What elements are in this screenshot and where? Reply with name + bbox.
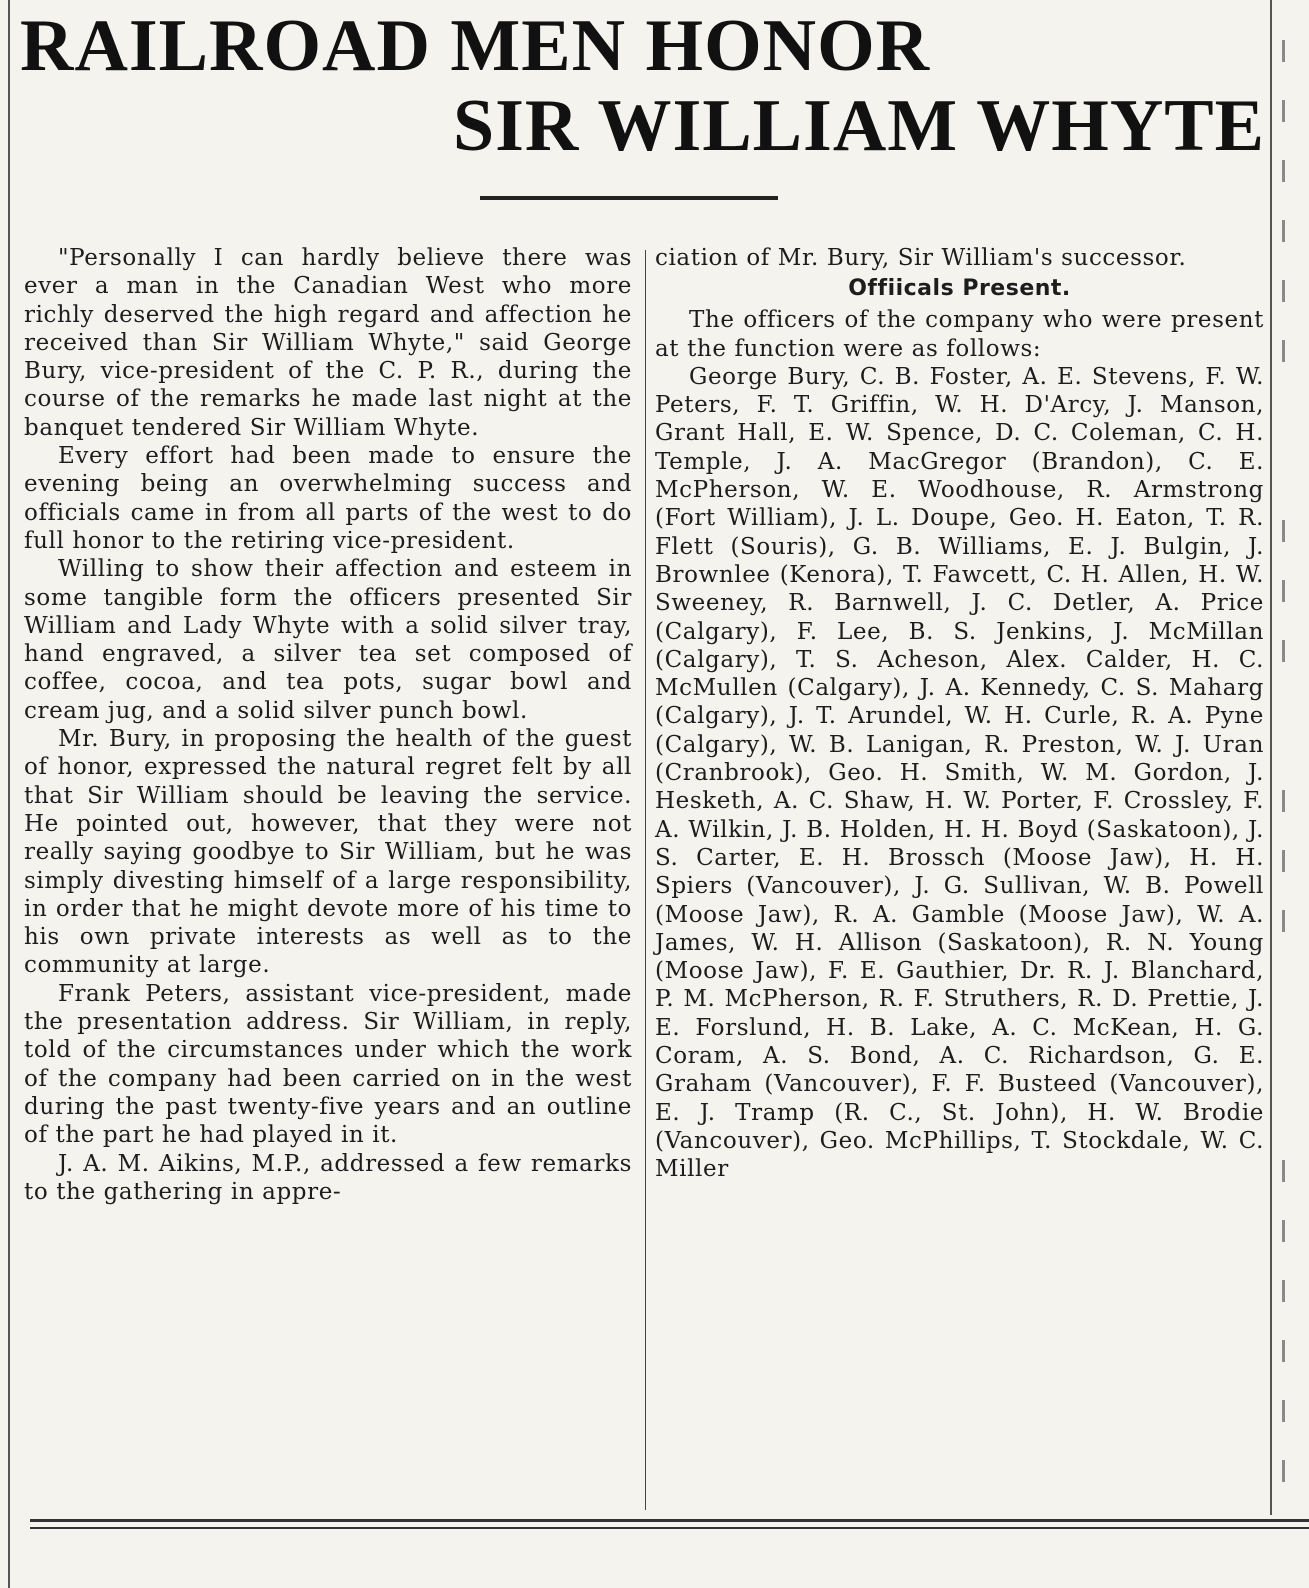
article-paragraph: Mr. Bury, in proposing the health of the guest of honor, expressed the natural regret felt by all that Sir William should be leaving the service. He pointed out, however, that they were not really saying goodbye to Sir William, but he was simply divesting himself of a large responsibility, in order that he might devote more of his time to his own private interests as well as to the community at large. (24, 726, 632, 979)
article-paragraph: Frank Peters, assistant vice-president, made the presentation address. Sir William, in reply, told of the circumstances under which the work of the company had been carried on in the west during the past twenty-five years and an outline of the part he had played in it. (24, 980, 632, 1149)
article-paragraph: "Personally I can hardly believe there was ever a man in the Canadian West who more richly deserved the high regard and affection he received than Sir William Whyte," said George Bury, vice-president of the C. P. R., during the course of the remarks he made last night at the banquet tendered Sir William Whyte. (24, 245, 632, 441)
adjacent-column-fragment (1276, 0, 1309, 1588)
article-left-column (24, 244, 632, 1206)
article-paragraph: Willing to show their affection and esteem in some tangible form the officers presented Sir William and Lady Whyte with a solid silver tray, hand engraved, a silver tea set composed of coffee, cocoa, and tea pots, sugar bowl and cream jug, and a solid silver punch bowl. (24, 556, 632, 724)
officers-list: George Bury, C. B. Foster, A. E. Stevens, F. W. Peters, F. T. Griffin, W. H. D'Arcy, J. Manson, Grant Hall, E. W. Spence, D. C. Coleman, C. H. Temple, J. A. MacGregor (Brandon), C. E. McPherson, W. E. Woodhouse, R. Armstrong (Fort William), J. L. Doupe, Geo. H. Eaton, T. R. Flett (Souris), G. B. Williams, E. J. Bulgin, J. Brownlee (Kenora), T. Fawcett, C. H. Allen, H. W. Sweeney, R. Barnwell, J. C. Detler, A. Price (Calgary), F. Lee, B. S. Jenkins, J. McMillan (Calgary), T. S. Acheson, Alex. Calder, H. C. McMullen (Calgary), J. A. Kennedy, C. S. Maharg (Calgary), J. T. Arundel, W. H. Curle, R. A. Pyne (Calgary), W. B. Lanigan, R. Preston, W. J. Uran (Cranbrook), Geo. H. Smith, W. M. Gordon, J. Hesketh, A. C. Shaw, H. W. Porter, F. Crossley, F. A. Wilkin, J. B. Holden, H. H. Boyd (Saskatoon), J. S. Carter, E. H. Brossch (Moose Jaw), H. H. Spiers (Vancouver), J. G. Sullivan, W. B. Powell (Moose Jaw), R. A. Gamble (Moose Jaw), W. A. James, W. H. Allison (Saskatoon), R. N. Young (Moose Jaw), F. E. Gauthier, Dr. R. J. Blanchard, P. M. McPherson, R. F. Struthers, R. D. Prettie, J. E. Forslund, H. B. Lake, A. C. McKean, H. G. Coram, A. S. Bond, A. C. Richardson, G. E. Graham (Vancouver), F. F. Busteed (Vancouver), E. J. Tramp (R. C., St. John), H. W. Brodie (Vancouver), Geo. McPhillips, T. Stockdale, W. C. Miller (655, 363, 1264, 1183)
headline-line-1: RAILROAD MEN HONOR (20, 5, 931, 87)
right-column-rule (1270, 0, 1272, 1515)
bottom-rule (30, 1519, 1309, 1522)
headline-line-2: SIR WILLIAM WHYTE (452, 85, 1265, 167)
left-column-rule (8, 0, 10, 1588)
headline-divider (480, 196, 778, 200)
column-gutter-rule (645, 250, 646, 1510)
section-subhead: Offiicals Present. (848, 276, 1071, 302)
article-continuation: ciation of Mr. Bury, Sir William's successor. (655, 245, 1187, 271)
officers-intro: The officers of the company who were present at the function were as follows: (655, 307, 1264, 362)
article-paragraph: J. A. M. Aikins, M.P., addressed a few remarks to the gathering in appre- (24, 1150, 632, 1205)
article-paragraph: Every effort had been made to ensure the evening being an overwhelming success and officials came in from all parts of the west to do full honor to the retiring vice-president. (24, 443, 632, 554)
article-right-column (655, 244, 1264, 1184)
bottom-rule-secondary (30, 1527, 1309, 1529)
